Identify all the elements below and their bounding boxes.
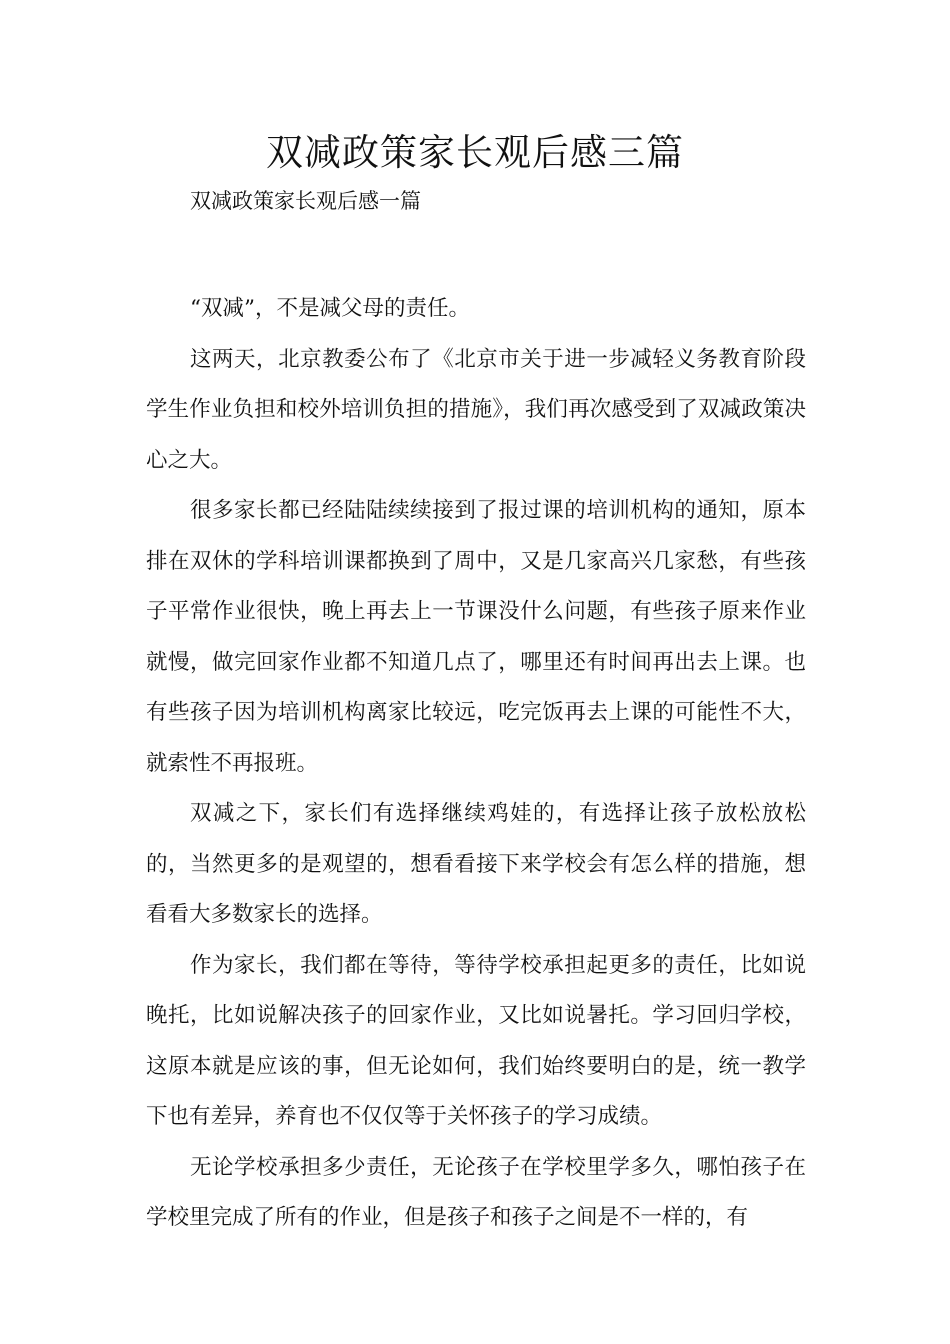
paragraph-3: 很多家长都已经陆陆续续接到了报过课的培训机构的通知，原本排在双休的学科培训课都换到了周中，又是几家高兴几家愁，有些孩子平常作业很快，晚上再去上一节课没什么问题，有些孩子原来作业就慢，做完回家作业都不知道几点了，哪里还有时间再出去上课。也有些孩子因为培训机构离家比较远，吃完饭再去上课的可能性不大，就索性不再报班。 <box>146 498 806 776</box>
document-body <box>146 284 806 1244</box>
paragraph-2: 这两天，北京教委公布了《北京市关于进一步减轻义务教育阶段学生作业负担和校外培训负担的措施》，我们再次感受到了双减政策决心之大。 <box>146 346 806 473</box>
document-subtitle: 双减政策家长观后感一篇 <box>190 189 421 213</box>
paragraph-4: 双减之下，家长们有选择继续鸡娃的，有选择让孩子放松放松的，当然更多的是观望的，想看看接下来学校会有怎么样的措施，想看看大多数家长的选择。 <box>146 801 806 927</box>
paragraph-5: 作为家长，我们都在等待，等待学校承担起更多的责任，比如说晚托，比如说解决孩子的回家作业，又比如说暑托。学习回归学校，这原本就是应该的事，但无论如何，我们始终要明白的是，统一教学下也有差异，养育也不仅仅等于关怀孩子的学习成绩。 <box>146 952 806 1129</box>
paragraph-6: 无论学校承担多少责任，无论孩子在学校里学多久，哪怕孩子在学校里完成了所有的作业，但是孩子和孩子之间是不一样的，有 <box>146 1154 806 1230</box>
paragraph-1: “双减”，不是减父母的责任。 <box>190 296 470 321</box>
document-title: 双减政策家长观后感三篇 <box>266 131 684 174</box>
